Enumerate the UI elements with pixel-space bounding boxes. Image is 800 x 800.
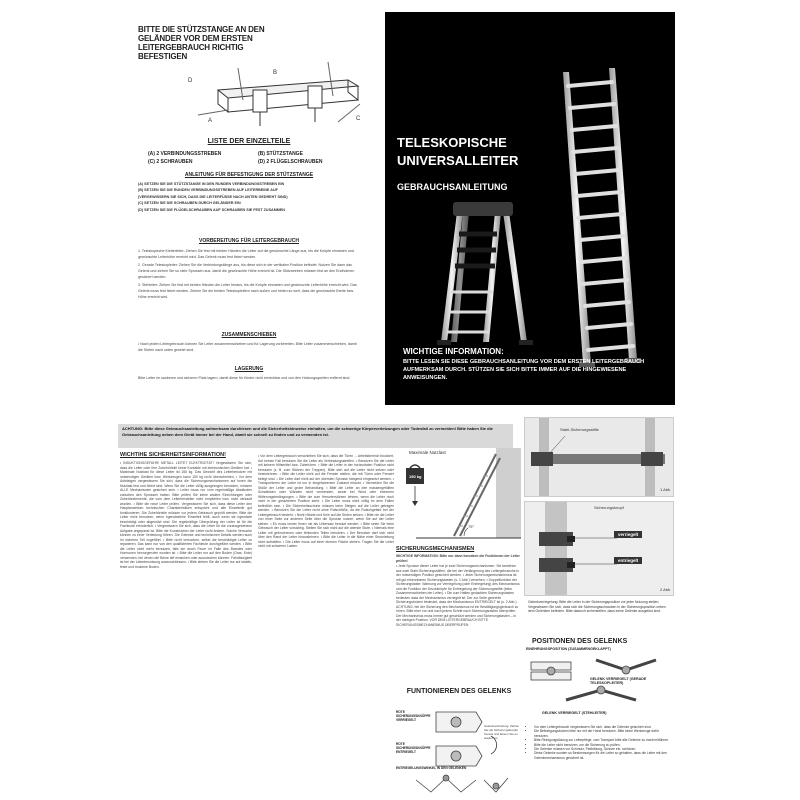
svg-text:D: D [188,78,193,84]
joint-care-list [528,725,673,760]
joint-lock-note: Gelenkverriegelung: Bitte die Leiter in der Sicherungsposition vor jeder Nutzung stellen. Vergewissern Sie sich, dass sich die Sicherungsschrauben in der Sicherungsposition neben dem Gelenken befinden. Bitte dadurch sicherstellen, dass keine Gelenke ausgelöst sind. [528,600,666,613]
care-item: • Bitte Reinigungslösung zur Leiterpflege, zum Transport bitte alle Gelenke zu zweit mitführen. [534,738,673,742]
parts-list [148,151,368,165]
svg-text:B: B [273,70,278,76]
collapse-title: ZUSAMMENSCHIEBEN [221,332,277,338]
part-item: (C) 2 SCHRAUBEN [148,159,193,165]
prep-list [138,248,360,300]
angle-label: 75° [468,524,475,529]
load-weight: 150 kg [409,474,422,479]
joint-positions-title: POSITIONEN DES GELENKS [532,638,628,645]
part-item: (B) STÜTZSTANGE [258,151,303,157]
instruction-line: (D) SETZEN SIE DIE FLÜGELSCHRAUBEN AUF SCHRAUBEN SIE FEST ZUSAMMEN [138,207,285,212]
cover-title-line1: TELESKOPISCHE [397,135,507,150]
storage-title: LAGERUNG [234,366,264,372]
cover-title [397,134,518,170]
instruction-line: (A) SETZEN SIE DIE STÜTZSTANGE IN DEN RUNDEN VERBINDUNGSSTREBEN EIN [138,182,285,186]
joint-note: Gelenkverbindung: Ziehen Sie die Sicherungsknöpfe heraus und lassen Sie es wieder los. [484,724,520,740]
joint-function-title: FUNTIONIEREN DES GELENKS [406,688,512,695]
instruction-line: (VERGEWISSERN SIE SICH, DASS DIE LEITERFÜSSE NACH UNTEN GEDREHT SIND) [138,194,288,199]
part-item: (A) 2 VERBINDUNGSSTREBEN [148,151,222,157]
cover-page [385,12,675,405]
locking-text: • Jede Sprosse dieser Leiter hat je zwei Sicherungsmechanismen. Sie bestehen aus zwei Stahl-Sicherungsstiften, die bei der Verlängerung des Leitergebrauchs in der notwendigen Position gesichert werden. • Jeder Sicherungsmechanismus ist mit gut erkennbaren Sicherungstasten (s. 1 Abb.) versehen. • Doppelfunktion der Sicherungstaste: Warnung vor Verriegelung (oder Entriegelung) des Mechanismus und die Funktion der Druckknöpfe für Entriegelung der Sicherungsstifte (beim Zusammenschieben der Leiter). • Die zum Halten gedachten Sicherungstasten bedeuten dass der Mechanismus verriegelt ist. Der zur Seite gedrehte Sicherungsbolzen bedeutet, dass der Mechanismus ENTRIEGELT ist (s. 2 Abb.). ACHTUNG: bei der Sicherung des Mechanismus ist ein Bestätigungsgeräusch zu hören. Bitte eher vor und nach jedem Schritt nach Sicherungsrasten überprüfen. Der Mechanismus muss immer gut geschützt werden und Sicherungstasten – in der richtigen Position. VOR DEM LEITERGEBRAUCH BITTE SICHERUNGSMECHANISMUS ÜBERPRÜFEN [396,564,520,627]
steel-pin-label: Stahl-Sicherungsstifte [560,427,599,432]
stabilizer-bar-illustration [178,60,368,130]
prep-title: VORBEREITUNG FÜR LEITERGEBRAUCH [198,238,299,244]
care-item: • Die Befestigungsbolzen bitte nur mit der Hand benutzen. Bitte keine Werkzeuge dafür benutzen. [534,729,673,738]
instruction-line: (C) SETZEN SIE DIE SCHRAUBEN DURCH GELÄNDER EIN [138,201,241,206]
unfold-label: ENTRIEGELUNGSWINKEL IN DEN GELENKEN [396,766,467,770]
max-load-label: Maximale Nutzlast [409,450,446,455]
safety-button-label: Sicherungsknopf [594,505,624,510]
photos-section [522,415,677,795]
instruction-line: (B) SETZEN SIE DIE RUNDEN VERBINDUNGSSTREBEN AUF LEITERBEINE AUF [138,188,278,193]
warning-banner: ACHTUNG: Bitte diese Gebrauchsanleitung aufmerksam durchlesen und die Sicherheitshinweise einhalten, um die schwerige Körperverletzungen oder Todesfall zu vermeiden! Bitte haben Sie die Gebrauchsanleitung neben dem Gerät immer bei der Hand, damit sie schnell zu finden und zu verwenden ist. [118,424,513,448]
red-buttons-unlocked: ROTE SICHERUNGSKNÖPFE ENTRIEGELT [396,742,431,754]
collapse-text: • Nach jedem Leitergebrauch können Sie Leiter zusammenschieben und für Lagerung vorbereiten. Bitte Leiter zusammenschieben, damit die Stufen nach unten gesetzt sind. [138,342,357,352]
warning-text: BITTE LESEN SIE DIESE GEBRAUCHSANLEITUNG VOR DEM ERSTEN LEITERGEBRAUCH AUFMERKSAM DURCH. STÜTZEN SIE SICH BITTE IMMER AUF DIE HINGEWIESENE ANWEISUNGEN. [403,359,645,381]
figure-1-label: 1 Abb [660,487,671,492]
locking-pin-photo [524,417,674,497]
prep-item: 3. Stehleiter: Ziehen Sie fest mit beiden Händen die Leiter heraus, bis die Knöpfe einrasten und gewünschte Leiterhöhe erreicht wird. Das Gelenk muss fest fixiert werden. Ziehen Sie die beiden Teleskopleitern nach außen und hinten so weit, dass die gewünschte Breite bzw. Höhe erreicht wird. [138,283,357,299]
position-stepladder: GELENK VERRIEGELT (STEHLEITER) [542,711,607,715]
unlocked-badge: entriegelt [614,557,642,564]
joint-positions-diagram [526,650,676,720]
locking-button-photo [524,501,674,596]
position-folded: EINEHRUNGSPOSITION (ZUSAMMENGEKLAPPT) [526,647,611,651]
safety-column-2: • Vor dem Leitergebrauch verschieben Sie sich, dass die Türen ... Arbeitsbereich blockiert. Auf keinen Fall benutzen Sie die Leiter als Verbindungsstreifen. • Benutzen Sie die Leiter mit keinem Hilfsmittel bzw. Zubehören. • Bitte die Leiter in der horizontalen Position nicht benutzen (z. B. zum Stützen der Treppen). Bitte sich auf die Leiter nicht setzen oder hineinlehnen. • Bitte die Leiter nicht auf die Fenster stellen, die mit Türen oder Fenster belegt sind. • Die Leiter darf nicht auf der obersten Sprosse hängend eingesetzt werden. • Transportieren der Leiter ist nur in eingefahrenem Zustand erlaubt. • Vermeiden Sie die Stöße der Leiter und grobe Behandlung. • Bitte die Leiter an den massengefüllten Schwänken oder Wänden nicht verwenden, sowie bei Wind oder extremen Witterungsbedingungen. • Bitte nie zum Herunterstürzen lehnen, wenn die Leiter noch nicht in der gesicherten Position steht. • Die Leiter muss nicht völlig im dem Fallen befindlich sein. • Die Sicherheitsschuhe müssen beim Steigen auf die Leiter getragen werden. • Benutzen Sie die Leiter nicht ohne Rutschfüße, da die Rutschgefahr bei der Leitergebrauch besteht. • Nicht Hände und Knie auf die Stufen setzen. • Bitte nie die Leiter von einer Seite zur anderen Seite über die Sprosse nutzen, wenn Sie auf der Leiter stehen. • Es muss immer Ihnen nie als Untersatz benutzt werden. • Bitte seien Sie beim Gebrauch der Leiter vorsichtig. Stellen Sie sich nicht auf die oberste Stufe. • Niemals eine Leiter mit gebrochenen oder fehlenden Teilen benutzen. • Der Benutzer darf sich nicht über den Rand der Leiter hinauslehnen. • Bitte die Leiter in die Nähe einer Stromleitung nicht aufstellen. • Die Leiter muss auf einer ebenen Fläche stehen. Tragen Sie die Leiter nicht mit schweren Lasten. [258,454,394,548]
cover-title-line2: UNIVERSALLEITER [397,153,519,168]
svg-text:C: C [356,116,361,122]
parts-title: LISTE DER EINZELTEILE [207,138,291,145]
mechanism-section [396,448,521,798]
ladder-angle-diagram [396,448,521,543]
locked-badge: verriegelt [614,531,642,538]
care-item: • Die Gelenke müssen vor Schmutz, Fettbildung, Schnee etc. schützen. [534,747,673,751]
prep-item: 2. Gerade Teleskopleiter: Ziehen Sie die Verbindungsklinge aus, bis diese sich in der vertikalen Position befindet. Nutzen Sie dann das Gelenk und ziehen Sie so viele Sprossen aus, damit die gewünschte Höhe erreicht ist. Die Stützstreben müssen fest an den Endholmen gesichert werden. [138,263,355,279]
care-item: • Vor dem Leitergebrauch vergewissern Sie sich, dass die Gelenke gesichert sind. [534,725,673,729]
care-item: • Bitte die Leiter nicht benutzen, um die Sicherung zu prüfen. [534,743,673,747]
locking-title: SICHERUNGSMECHANISMEN [396,546,475,552]
svg-text:A: A [208,118,213,124]
red-buttons-locked: ROTE SICHERUNGSKNÖPFE VERRIEGELT [396,710,431,722]
instructions-title: ANLEITUNG FÜR BEFESTIGUNG DER STÜTZSTANGE [184,172,314,178]
attachment-title: BITTE DIE STÜTZSTANGE AN DEN GELÄNDER VOR DEM ERSTEN LEITERGEBRAUCH RICHTIG BEFESTIGEN [138,25,265,61]
attachment-page [118,20,380,410]
figure-2-label: 2 Abb [660,587,671,592]
part-item: (D) 2 FLÜGELSCHRAUBEN [258,159,323,165]
safety-title: WICHTIHE SICHERHEITSINFORMATION! [120,452,226,458]
cover-subtitle: GEBRAUCHSANLEITUNG [397,182,508,192]
safety-column-1: • INDUKTIONSGEFAHR! METALL LEITET ELEKTRIZITÄT! Vergewissern Sie sich, dass die Leiter oder ihre Zubehörteile keine Kontakte mit elektronischen Geräten hat. • Maximale Nutzlast für diese Leiter ist 150 kg. Das Gewicht des Leiterbenutzer mit notwendigen Geräten bzw. Werkzeugen kann 150 kg nicht überschreiten. • Vor dem Aufsteigen vergewissern Sie sich, dass die Sicherungsmechanismen auf Innen die Nutzlast fest und fixiert sind. Wenn Sie die Leiter völlig ausgezogen benutzen, müssen ALLE Mechanismen gesichert sein. • Leiter muss nur vom regelmäßige Abständen zwischen den Sprossen haben. Bitte prüfen Sie keine andere Einrichtungen oder Zubehörelemente, die vom dem Leiterhersteller nicht empfohlen bzw. nicht verkauft wurden. • Bitte die neue Leiter prüfen. Vergewissern Sie sich, dass diese Leiter den Hauptanweisen technischen Charakteristiken entspricht und alle Einzelteile gut funktionieren. Die Zubehörteile müssen vor jedem Gebrauch geprüft werden. Bitte die Leiter nicht benutzen, wenn irgendwelche Einzelteil fehlt, auch wenn sie irgendwie beschädigt oder abgenützt sind. Die regelmäßige Überprüfung der Leiter ist für die Fachleute erforderlich. • Vergewissern Sie sich, dass die Leiter für die vorausgesehene Aufgabe angepasst ist. Bitte die Konstruktion der Leiter nicht ändern. Solche Versuche können zu einer Verletzung führen. Die Gelenke und technischen Details werden auch im sicheren Teil zugeführt. • Bitte nicht versuchen, selbst die beschädigte Leiter zu reparieren. Das kann nur von den qualifizierten Fachleute durchgeführt werden. • Bitte die Leiter nicht mehr benutzen, falls sie durch Feuer im Falle des Brandes oder Hormonen hervorgerufen worden ist. • Bitte die Leiter nur auf den Boden (Gras, Erde) verwenden, bei denen die Beine tief einsinken oder ausrutschen können. Fahrlässigkeit ist bei der Leiterbenutzung auszuschliessen. • Bitte stehen Sie die Leiter nur auf stabile, feste und trockene Boden. [120,461,252,569]
locking-subtitle: WICHTIGE INFORMATION: Bitte nur dann benutzen die Funktionen der Leiter prüfen! [396,554,520,563]
instructions-list [138,181,360,213]
storage-text: Bitte Leiter im sauberen und sicheren Platz lagern, damit diese für Kinder nicht erreichbar und von den Holzungsquellen entfernt sind. [138,376,351,380]
care-item: • Diese Gelenke wurden so Bestimmungen für die Leiter so gehalten, dass die Leiter mit den Gelenkmechanismus gesichert ist. [534,751,673,760]
warning-title: WICHTIGE INFORMATION: [403,347,504,356]
position-straight: GELENK VERRIEGELT (GERADE TELESKOPLEITER) [590,677,647,685]
prep-item: 1. Teleskopische Kletterleiter: Ziehen Sie fest mit beiden Händen die Leiter auf die gewünschte Länge aus, bis die Knöpfe einrasten und gewünschte Leiterhöhe erreicht wird. Das Gelenk muss fest fixiert werden. [138,249,354,259]
